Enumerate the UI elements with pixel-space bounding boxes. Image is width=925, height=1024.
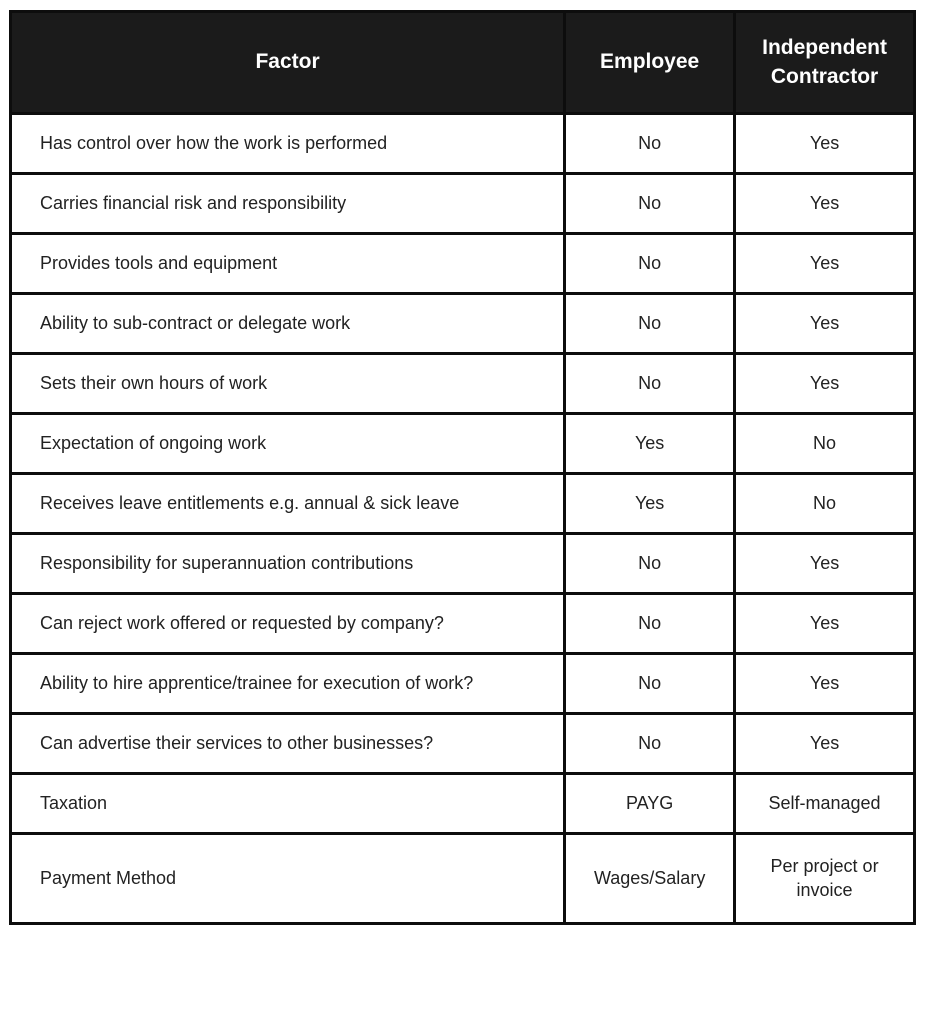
employee-value-cell: No bbox=[565, 174, 735, 234]
contractor-value-cell: Self-managed bbox=[735, 774, 915, 834]
employee-value-cell: No bbox=[565, 534, 735, 594]
factor-cell: Expectation of ongoing work bbox=[11, 414, 565, 474]
employee-value-cell: Yes bbox=[565, 414, 735, 474]
column-header-employee: Employee bbox=[565, 12, 735, 114]
factor-cell: Has control over how the work is performed bbox=[11, 114, 565, 174]
employee-value-cell: No bbox=[565, 654, 735, 714]
table-row bbox=[11, 294, 915, 354]
table-header-row bbox=[11, 12, 915, 114]
employee-value-cell: Wages/Salary bbox=[565, 834, 735, 924]
contractor-value-cell: No bbox=[735, 414, 915, 474]
table-row bbox=[11, 234, 915, 294]
table-row bbox=[11, 534, 915, 594]
employee-value-cell: PAYG bbox=[565, 774, 735, 834]
contractor-value-cell: Yes bbox=[735, 534, 915, 594]
factor-cell: Taxation bbox=[11, 774, 565, 834]
factor-cell: Carries financial risk and responsibility bbox=[11, 174, 565, 234]
contractor-value-cell: Per project or invoice bbox=[735, 834, 915, 924]
table-body bbox=[11, 114, 915, 924]
factor-cell: Receives leave entitlements e.g. annual & sick leave bbox=[11, 474, 565, 534]
employee-value-cell: No bbox=[565, 354, 735, 414]
employee-value-cell: Yes bbox=[565, 474, 735, 534]
factor-cell: Can reject work offered or requested by company? bbox=[11, 594, 565, 654]
employee-value-cell: No bbox=[565, 234, 735, 294]
factor-cell: Ability to sub-contract or delegate work bbox=[11, 294, 565, 354]
contractor-value-cell: Yes bbox=[735, 354, 915, 414]
table-row bbox=[11, 834, 915, 924]
employee-value-cell: No bbox=[565, 294, 735, 354]
column-header-independent-contractor: Independent Contractor bbox=[735, 12, 915, 114]
column-header-factor: Factor bbox=[11, 12, 565, 114]
factor-cell: Can advertise their services to other businesses? bbox=[11, 714, 565, 774]
factor-cell: Ability to hire apprentice/trainee for execution of work? bbox=[11, 654, 565, 714]
factor-cell: Sets their own hours of work bbox=[11, 354, 565, 414]
employee-value-cell: No bbox=[565, 594, 735, 654]
table-row bbox=[11, 174, 915, 234]
contractor-value-cell: Yes bbox=[735, 114, 915, 174]
contractor-value-cell: Yes bbox=[735, 654, 915, 714]
employee-value-cell: No bbox=[565, 114, 735, 174]
factor-cell: Responsibility for superannuation contributions bbox=[11, 534, 565, 594]
table-row bbox=[11, 714, 915, 774]
contractor-value-cell: Yes bbox=[735, 714, 915, 774]
table-row bbox=[11, 354, 915, 414]
table-row bbox=[11, 114, 915, 174]
factor-cell: Provides tools and equipment bbox=[11, 234, 565, 294]
contractor-value-cell: Yes bbox=[735, 234, 915, 294]
table-row bbox=[11, 774, 915, 834]
factor-cell: Payment Method bbox=[11, 834, 565, 924]
contractor-value-cell: No bbox=[735, 474, 915, 534]
table-row bbox=[11, 474, 915, 534]
contractor-value-cell: Yes bbox=[735, 594, 915, 654]
contractor-value-cell: Yes bbox=[735, 174, 915, 234]
contractor-value-cell: Yes bbox=[735, 294, 915, 354]
table-row bbox=[11, 414, 915, 474]
table-row bbox=[11, 594, 915, 654]
employee-vs-contractor-table bbox=[9, 10, 916, 925]
employee-value-cell: No bbox=[565, 714, 735, 774]
table-row bbox=[11, 654, 915, 714]
